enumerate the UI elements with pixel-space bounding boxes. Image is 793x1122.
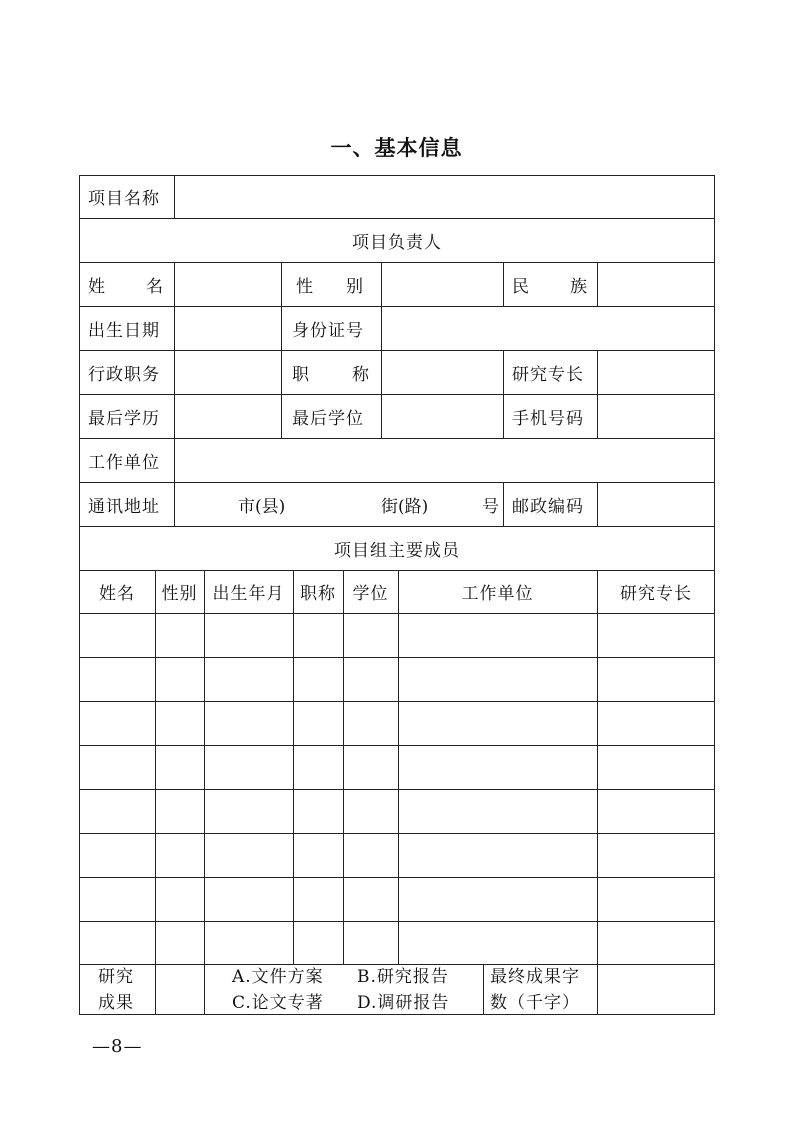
members-header-work-unit: 工作单位 — [461, 584, 534, 604]
gender-field[interactable] — [382, 263, 503, 306]
outcome-label-line: 成果 — [98, 993, 134, 1013]
name-field[interactable] — [175, 263, 281, 306]
job-title-label-char: 职 — [292, 364, 310, 385]
leader-section-title: 项目负责人 — [352, 232, 442, 253]
gender-label — [296, 262, 364, 306]
admin-position-label: 行政职务 — [88, 364, 160, 385]
members-header-name: 姓名 — [99, 584, 135, 604]
address-label: 通讯地址 — [88, 496, 160, 517]
specialty-field[interactable] — [598, 351, 714, 394]
members-header-birth: 出生年月 — [212, 584, 285, 604]
member-row[interactable] — [80, 658, 714, 701]
outcome-label-line: 研究 — [98, 967, 134, 987]
option-a: A.文件方案 — [232, 967, 324, 987]
degree-label: 最后学位 — [292, 408, 364, 429]
specialty-label: 研究专长 — [512, 364, 584, 385]
ethnicity-label-char: 族 — [570, 276, 588, 297]
member-row[interactable] — [80, 790, 714, 833]
outcome-label — [98, 964, 134, 1016]
work-unit-label: 工作单位 — [88, 452, 160, 473]
job-title-label-char: 称 — [352, 364, 370, 385]
member-row[interactable] — [80, 834, 714, 877]
option-b: B.研究报告 — [357, 967, 449, 987]
name-label-char: 名 — [146, 276, 164, 297]
mobile-label: 手机号码 — [512, 408, 584, 429]
education-field[interactable] — [175, 395, 281, 438]
job-title-label — [292, 350, 370, 394]
member-row[interactable] — [80, 922, 714, 964]
address-city-unit: 市(县) — [238, 496, 286, 517]
birth-date-label: 出生日期 — [88, 320, 160, 341]
education-label: 最后学历 — [88, 408, 160, 429]
project-name-label: 项目名称 — [88, 189, 160, 209]
address-field[interactable] — [175, 483, 503, 526]
postcode-label: 邮政编码 — [512, 496, 584, 517]
option-c: C.论文专著 — [232, 993, 324, 1013]
gender-label-char: 别 — [346, 276, 364, 297]
wordcount-label-line: 最终成果字 — [490, 967, 580, 987]
outcome-choice-field[interactable] — [156, 965, 204, 1014]
member-row[interactable] — [80, 702, 714, 745]
page-number: —8— — [92, 1036, 143, 1057]
job-title-field[interactable] — [382, 351, 503, 394]
col-divider — [483, 964, 484, 1015]
postcode-field[interactable] — [598, 483, 714, 526]
member-row[interactable] — [80, 878, 714, 921]
ethnicity-label-char: 民 — [512, 276, 530, 297]
member-row[interactable] — [80, 614, 714, 657]
outcome-options — [232, 964, 449, 1016]
col-divider — [503, 262, 504, 306]
name-label — [88, 262, 164, 306]
admin-position-field[interactable] — [175, 351, 281, 394]
project-name-field[interactable] — [175, 176, 714, 218]
member-row[interactable] — [80, 746, 714, 789]
members-section-title: 项目组主要成员 — [334, 540, 460, 561]
degree-field[interactable] — [382, 395, 503, 438]
address-street-unit: 街(路) — [381, 496, 429, 517]
id-number-field[interactable] — [382, 307, 714, 350]
col-divider — [281, 262, 282, 438]
members-header-title: 职称 — [300, 584, 336, 604]
ethnicity-label — [512, 262, 588, 306]
birth-date-field[interactable] — [175, 307, 281, 350]
option-d: D.调研报告 — [357, 993, 450, 1013]
members-header-gender: 性别 — [161, 584, 198, 604]
members-header-specialty: 研究专长 — [620, 584, 692, 604]
col-divider — [503, 350, 504, 438]
wordcount-label-line: 数（千字） — [490, 993, 580, 1013]
gender-label-char: 性 — [296, 276, 314, 297]
ethnicity-field[interactable] — [598, 263, 714, 306]
name-label-char: 姓 — [88, 276, 106, 297]
mobile-field[interactable] — [598, 395, 714, 438]
id-number-label: 身份证号 — [292, 320, 364, 341]
wordcount-field[interactable] — [598, 965, 714, 1014]
members-header-degree: 学位 — [352, 584, 389, 604]
work-unit-field[interactable] — [175, 439, 714, 482]
page-title: 一、基本信息 — [330, 136, 463, 160]
col-divider — [503, 482, 504, 526]
address-number-unit: 号 — [482, 496, 500, 517]
wordcount-label — [490, 964, 580, 1016]
